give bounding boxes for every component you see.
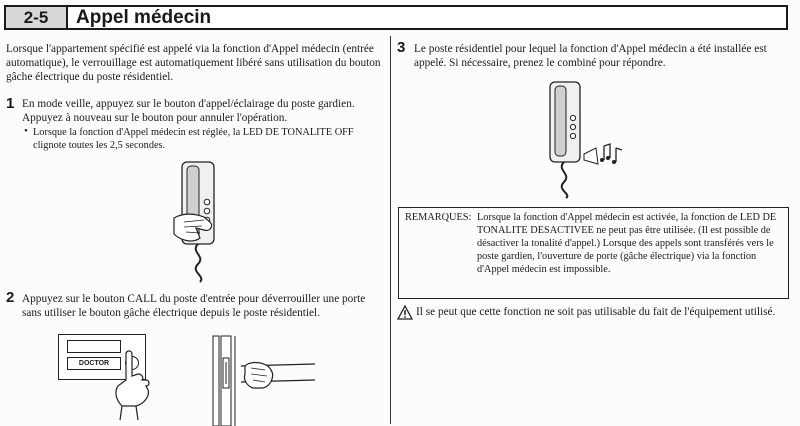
step-1-note: Lorsque la fonction d'Appel médecin est réglée, la LED DE TONALITE OFF clignote toutes les 2,5 secondes. (33, 127, 354, 151)
column-divider (390, 36, 391, 424)
warning-text: Il se peut que cette fonction ne soit pas utilisable du fait de l'équipement utilisé. (416, 306, 776, 318)
step-3-number: 3 (397, 39, 406, 56)
remarks-text: Lorsque la fonction d'Appel médecin est activée, la fonction de LED DE TONALITE DESACTIVEE ne peut pas être utilisée. (Il est possible de désactiver la tonalité d'appel.) Lorsque des appels sont transférés vers le poste gardien, l'ouverture de porte (gâche électrique) via la fonction d'Appel médecin est impossible. (477, 212, 777, 275)
warning-icon (397, 305, 413, 320)
doctor-button-label: DOCTOR (67, 357, 121, 370)
page-title: Appel médecin (76, 6, 212, 28)
step-2-text: Appuyez sur le bouton CALL du poste d'entrée pour déverrouiller une porte sans utiliser le bouton gâche électrique depuis le poste résidentiel. (22, 293, 366, 319)
step-2-number: 2 (6, 289, 15, 306)
bullet-marker: • (24, 125, 28, 137)
step-3-text: Le poste résidentiel pour lequel la fonction d'Appel médecin a été installée est appelé. Si nécessaire, prenez le combiné pour répondre. (414, 43, 767, 69)
section-header (4, 5, 788, 30)
door-illustration (205, 336, 315, 426)
pressing-hand-icon (110, 350, 155, 420)
section-number: 2-5 (6, 7, 68, 28)
remarks-label: REMARQUES: (405, 212, 472, 223)
step-1-number: 1 (6, 95, 15, 112)
intro-paragraph: Lorsque l'appartement spécifié est appelé via la fonction d'Appel médecin (entrée automatique), le verrouillage est automatiquement libéré sans utilisation du bouton gâche électrique du poste résidentiel. (6, 43, 381, 83)
step-1-text: En mode veille, appuyez sur le bouton d'appel/éclairage du poste gardien. Appuyez à nouveau sur le bouton pour annuler l'opération. (22, 98, 355, 124)
remarks-box (398, 207, 789, 299)
guard-station-illustration (170, 160, 230, 285)
residential-station-illustration (540, 80, 630, 200)
